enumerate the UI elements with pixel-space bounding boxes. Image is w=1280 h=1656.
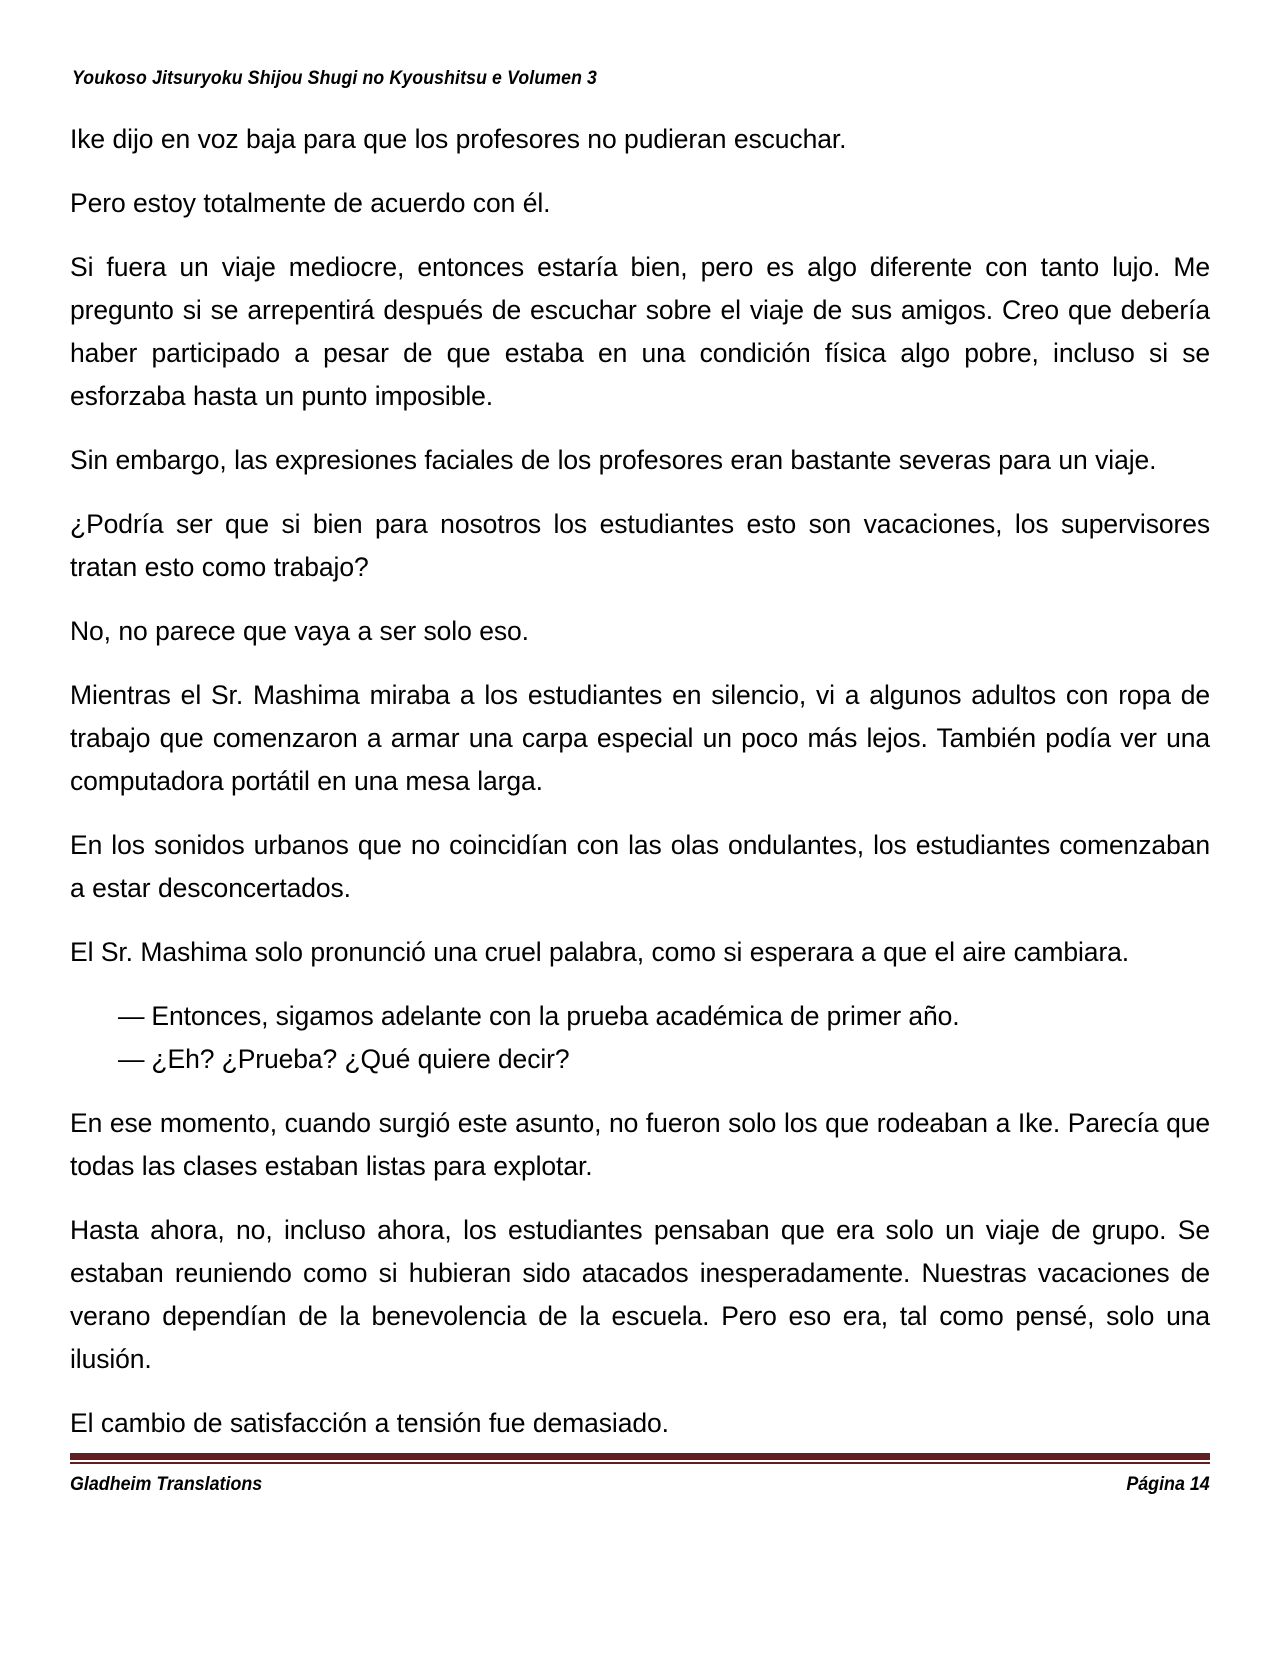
paragraph: En los sonidos urbanos que no coincidían con las olas ondulantes, los estudiantes comenzaban a estar desconcertados. [70, 830, 1210, 903]
page-footer [70, 1453, 1210, 1496]
paragraph: Pero estoy totalmente de acuerdo con él. [70, 188, 551, 218]
page-header [72, 68, 1208, 94]
paragraph: El Sr. Mashima solo pronunció una cruel palabra, como si esperara a que el aire cambiara. [70, 937, 1130, 967]
dialogue-text: ¿Eh? ¿Prueba? ¿Qué quiere decir? [151, 1044, 570, 1074]
dialogue-block [70, 995, 1210, 1081]
em-dash: — [118, 1001, 145, 1031]
footer-row [70, 1474, 1210, 1496]
em-dash: — [118, 1044, 145, 1074]
dialogue-text: Entonces, sigamos adelante con la prueba académica de primer año. [151, 1001, 960, 1031]
footer-divider [70, 1453, 1210, 1465]
paragraph: ¿Podría ser que si bien para nosotros los estudiantes esto son vacaciones, los supervisores tratan esto como trabajo? [70, 509, 1210, 582]
paragraph: Ike dijo en voz baja para que los profesores no pudieran escuchar. [70, 124, 847, 154]
paragraph: No, no parece que vaya a ser solo eso. [70, 616, 529, 646]
footer-page-number: Página 14 [1126, 1474, 1210, 1495]
paragraph: Hasta ahora, no, incluso ahora, los estudiantes pensaban que era solo un viaje de grupo. Se estaban reuniendo como si hubieran sido atacados inesperadamente. Nuestras vacaciones de verano dependían de la benevolencia de la escuela. Pero eso era, tal como pensé, solo una ilusión. [70, 1215, 1210, 1374]
footer-rule-thin [70, 1462, 1210, 1464]
dialogue-line [118, 1038, 1210, 1081]
paragraph: Sin embargo, las expresiones faciales de los profesores eran bastante severas para un viaje. [70, 445, 1157, 475]
paragraph: Si fuera un viaje mediocre, entonces estaría bien, pero es algo diferente con tanto lujo. Me pregunto si se arrepentirá después de escuchar sobre el viaje de sus amigos. Creo que debería haber participado a pesar de que estaba en una condición física algo pobre, incluso si se esforzaba hasta un punto imposible. [70, 252, 1210, 411]
paragraph: El cambio de satisfacción a tensión fue demasiado. [70, 1408, 669, 1438]
footer-rule-thick [70, 1453, 1210, 1460]
paragraph: Mientras el Sr. Mashima miraba a los estudiantes en silencio, vi a algunos adultos con ropa de trabajo que comenzaron a armar una carpa especial un poco más lejos. También podía ver una computadora portátil en una mesa larga. [70, 680, 1210, 796]
dialogue-line [118, 995, 1210, 1038]
body-content [70, 118, 1210, 1445]
header-title: Youkoso Jitsuryoku Shijou Shugi no Kyoushitsu e Volumen 3 [72, 68, 598, 89]
paragraph: En ese momento, cuando surgió este asunto, no fueron solo los que rodeaban a Ike. Parecía que todas las clases estaban listas para explotar. [70, 1108, 1210, 1181]
footer-credit: Gladheim Translations [70, 1474, 263, 1495]
